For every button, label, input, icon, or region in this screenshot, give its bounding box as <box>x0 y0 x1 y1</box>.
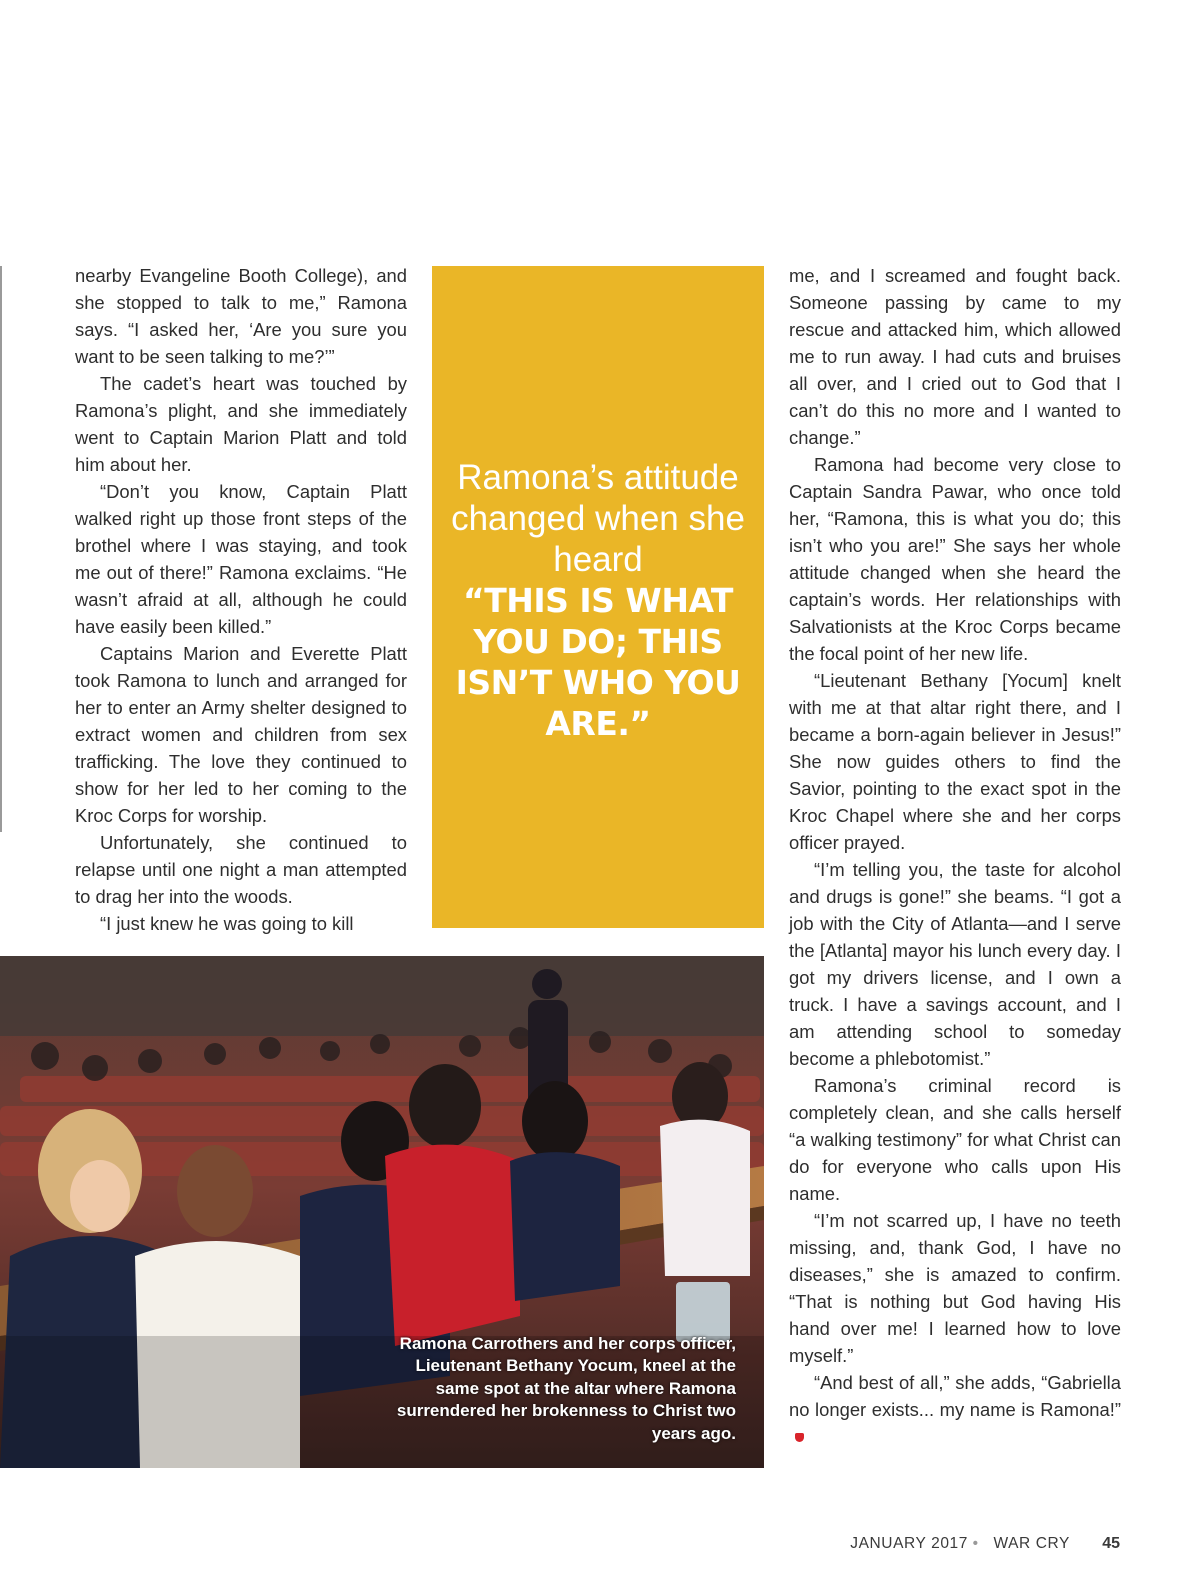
end-of-article-icon <box>795 1433 804 1442</box>
body-paragraph: Captains Marion and Everette Platt took Ramona to lunch and arranged for her to enter an Army shelter designed to extract women and children from sex trafficking. The love they continued to show for her led to her coming to the Kroc Corps for worship. <box>75 643 407 826</box>
footer-separator: • <box>972 1535 978 1552</box>
right-column <box>789 262 1121 1450</box>
pull-quote-box <box>432 266 764 928</box>
body-paragraph-final <box>789 1369 1121 1450</box>
left-edge-rule <box>0 266 2 832</box>
body-paragraph: Unfortunately, she continued to relapse until one night a man attempted to drag her into the woods. <box>75 832 407 907</box>
altar-photo <box>0 956 764 1468</box>
body-paragraph: Ramona had become very close to Captain Sandra Pawar, who once told her, “Ramona, this is what you do; this isn’t who you are!” She says her whole attitude changed when she heard the captain’s words. Her relationships with Salvationists at the Kroc Corps became the focal point of her new life. <box>789 454 1121 664</box>
body-paragraph: “I’m telling you, the taste for alcohol and drugs is gone!” she beams. “I got a job with the City of Atlanta—and I serve the [Atlanta] mayor his lunch every day. I got my drivers license, and I own a truck. I have a savings account, and I am attending school to someday become a phlebotomist.” <box>789 859 1121 1069</box>
body-paragraph: Ramona’s criminal record is completely clean, and she calls herself “a walking testimony” for what Christ can do for everyone who calls upon His name. <box>789 1075 1121 1204</box>
body-paragraph: “Don’t you know, Captain Platt walked right up those front steps of the brothel where I was staying, and took me out of there!” Ramona exclaims. “He wasn’t afraid at all, although he could have easily been killed.” <box>75 481 407 637</box>
final-paragraph-text: “And best of all,” she adds, “Gabriella no longer exists... my name is Ramona!” <box>789 1372 1121 1420</box>
issue-date: JANUARY 2017 <box>850 1535 968 1552</box>
body-paragraph: nearby Evangeline Booth College), and she stopped to talk to me,” Ramona says. “I asked her, ‘Are you sure you want to be seen talking to me?’” <box>75 265 407 367</box>
photo-caption: Ramona Carrothers and her corps officer, Lieutenant Bethany Yocum, kneel at the same spot at the altar where Ramona surrendered her brokenness to Christ two years ago. <box>396 1333 736 1443</box>
publication-name: WAR CRY <box>993 1535 1070 1552</box>
pull-quote-text: “THIS IS WHAT YOU DO; THIS ISN’T WHO YOU ARE.” <box>455 580 741 743</box>
body-paragraph: me, and I screamed and fought back. Someone passing by came to my rescue and attacked him, which allowed me to run away. I had cuts and bruises all over, and I cried out to God that I can’t do this no more and I wanted to change.” <box>789 265 1121 448</box>
pull-quote-lead: Ramona’s attitude changed when she heard <box>451 457 745 579</box>
body-paragraph: “Lieutenant Bethany [Yocum] knelt with me at that altar right there, and I became a born-again believer in Jesus!” She now guides others to find the Savior, pointing to the exact spot in the Kroc Chapel where she and her corps officer prayed. <box>789 670 1121 853</box>
body-paragraph: “I just knew he was going to kill <box>100 913 354 934</box>
body-paragraph: The cadet’s heart was touched by Ramona’s plight, and she immediately went to Captain Marion Platt and told him about her. <box>75 373 407 475</box>
page-number: 45 <box>1102 1535 1120 1552</box>
body-paragraph: “I’m not scarred up, I have no teeth missing, and, thank God, I have no diseases,” she is amazed to confirm. “That is nothing but God having His hand over me! I learned how to love myself.” <box>789 1210 1121 1366</box>
left-column <box>75 262 407 937</box>
